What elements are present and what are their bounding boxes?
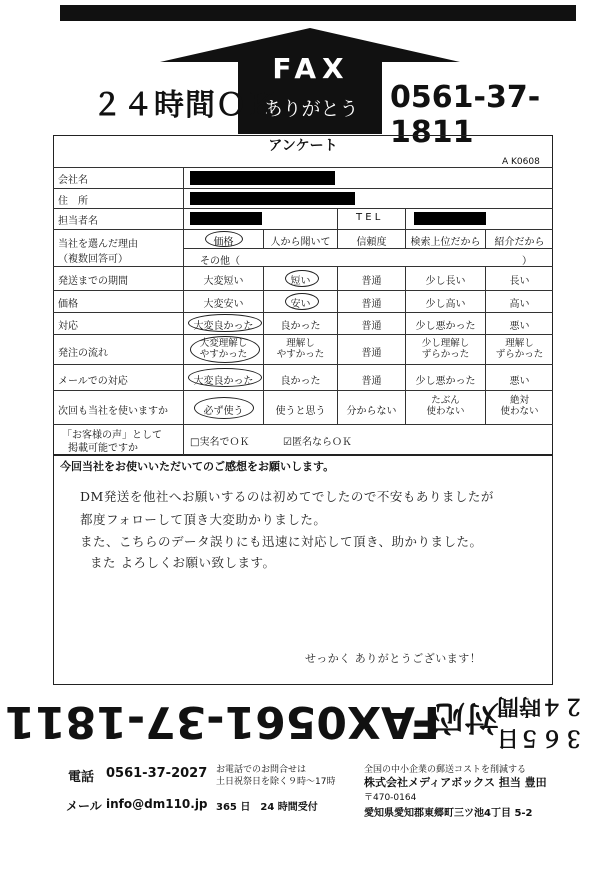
company-label: 会社名 [58,175,88,186]
row-option: 高い [509,299,530,310]
row-option: 大変短い [203,276,244,287]
address-label: 住 所 [58,196,88,207]
row-option: 少し悪かった [415,321,476,332]
comment-line: DM発送を他社へお願いするのは初めてでしたので不安もありましたが [80,489,494,504]
row-option: 理解し ずらかった [495,338,544,360]
reason-option: 信頼度 [356,237,387,248]
flipped-taiou: 対応 [431,697,499,737]
row-label: 次回も当社を使いますか [58,406,168,417]
row-option: 安い [290,299,311,310]
row-option: 少し悪かった [415,376,476,387]
row-option: 大変安い [203,299,244,310]
reason-other: その他（ [200,256,240,267]
row-option: 少し理解し ずらかった [421,338,470,360]
row-option: 短い [290,276,311,287]
fax-number: 0561-37-1811 [390,80,541,150]
row-option: 普通 [361,276,382,287]
comment-thanks: せっかく ありがとうございます！ [305,652,482,665]
reason-sublabel: （複数回答可） [58,254,128,265]
reason-option: 紹介だから [494,237,545,248]
selected-circle [285,293,319,310]
redacted-contact [190,212,262,225]
row-option: 使うと思う [275,406,326,417]
row-option: 普通 [361,321,382,332]
voice-label: 「お客様の声」として [62,430,162,441]
phone-number: 0561-37-2027 [106,766,208,781]
comment-line: 都度フォローして頂き大変助かりました。 [80,512,327,527]
postal-code: 〒470-0164 [364,793,417,803]
voice-option-real-name: □実名でＯＫ [190,437,250,448]
row-option: 普通 [361,299,382,310]
redacted-tel [414,212,486,225]
voice-sublabel: 掲載可能ですか [68,443,138,454]
redacted-address [190,192,355,205]
phone-label: 電話 [68,770,95,785]
selected-circle [188,314,262,332]
row-option: 少し高い [425,299,466,310]
row-label: メールでの対応 [58,376,128,387]
row-option: 大変良かった [193,321,254,332]
reason-option: 人から聞いて [270,237,331,248]
row-option: 悪い [509,321,530,332]
phone-note: お電話でのお問合せは [216,765,307,775]
tel-label: T E L [356,212,381,223]
row-option: 必ず使う [203,406,244,417]
row-option: 少し長い [425,276,466,287]
row-label: 発送までの期間 [58,276,128,287]
fax-word: FAX [272,52,350,85]
row-option: 大変良かった [193,376,254,387]
flipped-fax-number: FAX0561-37-1811 [4,696,440,747]
row-option: 悪い [509,376,530,387]
row-option: たぶん 使わない [426,395,465,417]
flipped-24h: ２４時間 [496,693,585,718]
voice-option-anonymous: ☑匿名ならＯＫ [283,437,352,448]
mail-label: メール [66,799,102,813]
row-label: 価格 [58,299,78,310]
reason-other-close: ） [522,256,532,267]
fax-thanks: ありがとう [263,98,359,120]
row-option: 絶対 使わない [500,395,539,417]
selected-circle [190,336,260,363]
company-name: 株式会社メディアボックス 担当 豊田 [364,776,547,789]
flipped-365: ３６５日 [496,725,585,750]
reason-price-circle [205,231,243,247]
comment-prompt: 今回当社をお使いいただいてのご感想をお願いします。 [60,460,335,473]
redacted-company [190,171,335,185]
mail-note: 365 日 24 時間受付 [216,802,318,813]
row-option: 分からない [346,406,397,417]
reason-label: 当社を選んだ理由 [58,239,138,250]
row-option: 良かった [280,321,321,332]
row-label: 対応 [58,321,78,332]
row-option: 理解し やすかった [276,338,325,360]
selected-circle [285,270,319,287]
comment-line: また、こちらのデータ誤りにも迅速に対応して頂き、助かりました。 [80,534,483,549]
reason-option: 検索上位だから [410,237,481,248]
form-code: A K0608 [502,157,540,167]
row-option: 良かった [280,376,321,387]
top-black-bar [60,5,576,21]
row-option: 普通 [361,376,382,387]
row-label: 発注の流れ [58,348,108,359]
reason-option: 価格 [213,237,234,248]
contact-label: 担当者名 [58,216,98,227]
survey-title: アンケート [268,138,338,154]
open-24h-text: ２４時間ＯＫ [92,88,278,123]
selected-circle [188,368,262,387]
company-address: 愛知県愛知郡東郷町三ツ池4丁目 5-2 [364,808,533,819]
row-option: 大変理解し やすかった [199,338,248,360]
selected-circle [194,397,254,419]
mail-address: info@dm110.jp [106,797,208,811]
row-option: 長い [509,276,530,287]
row-option: 普通 [361,348,382,359]
comment-line: また よろしくお願い致します。 [90,555,276,570]
tagline: 全国の中小企業の郵送コストを削減する [364,765,527,775]
phone-hours: 土日祝祭日を除く９時〜17時 [216,777,336,787]
